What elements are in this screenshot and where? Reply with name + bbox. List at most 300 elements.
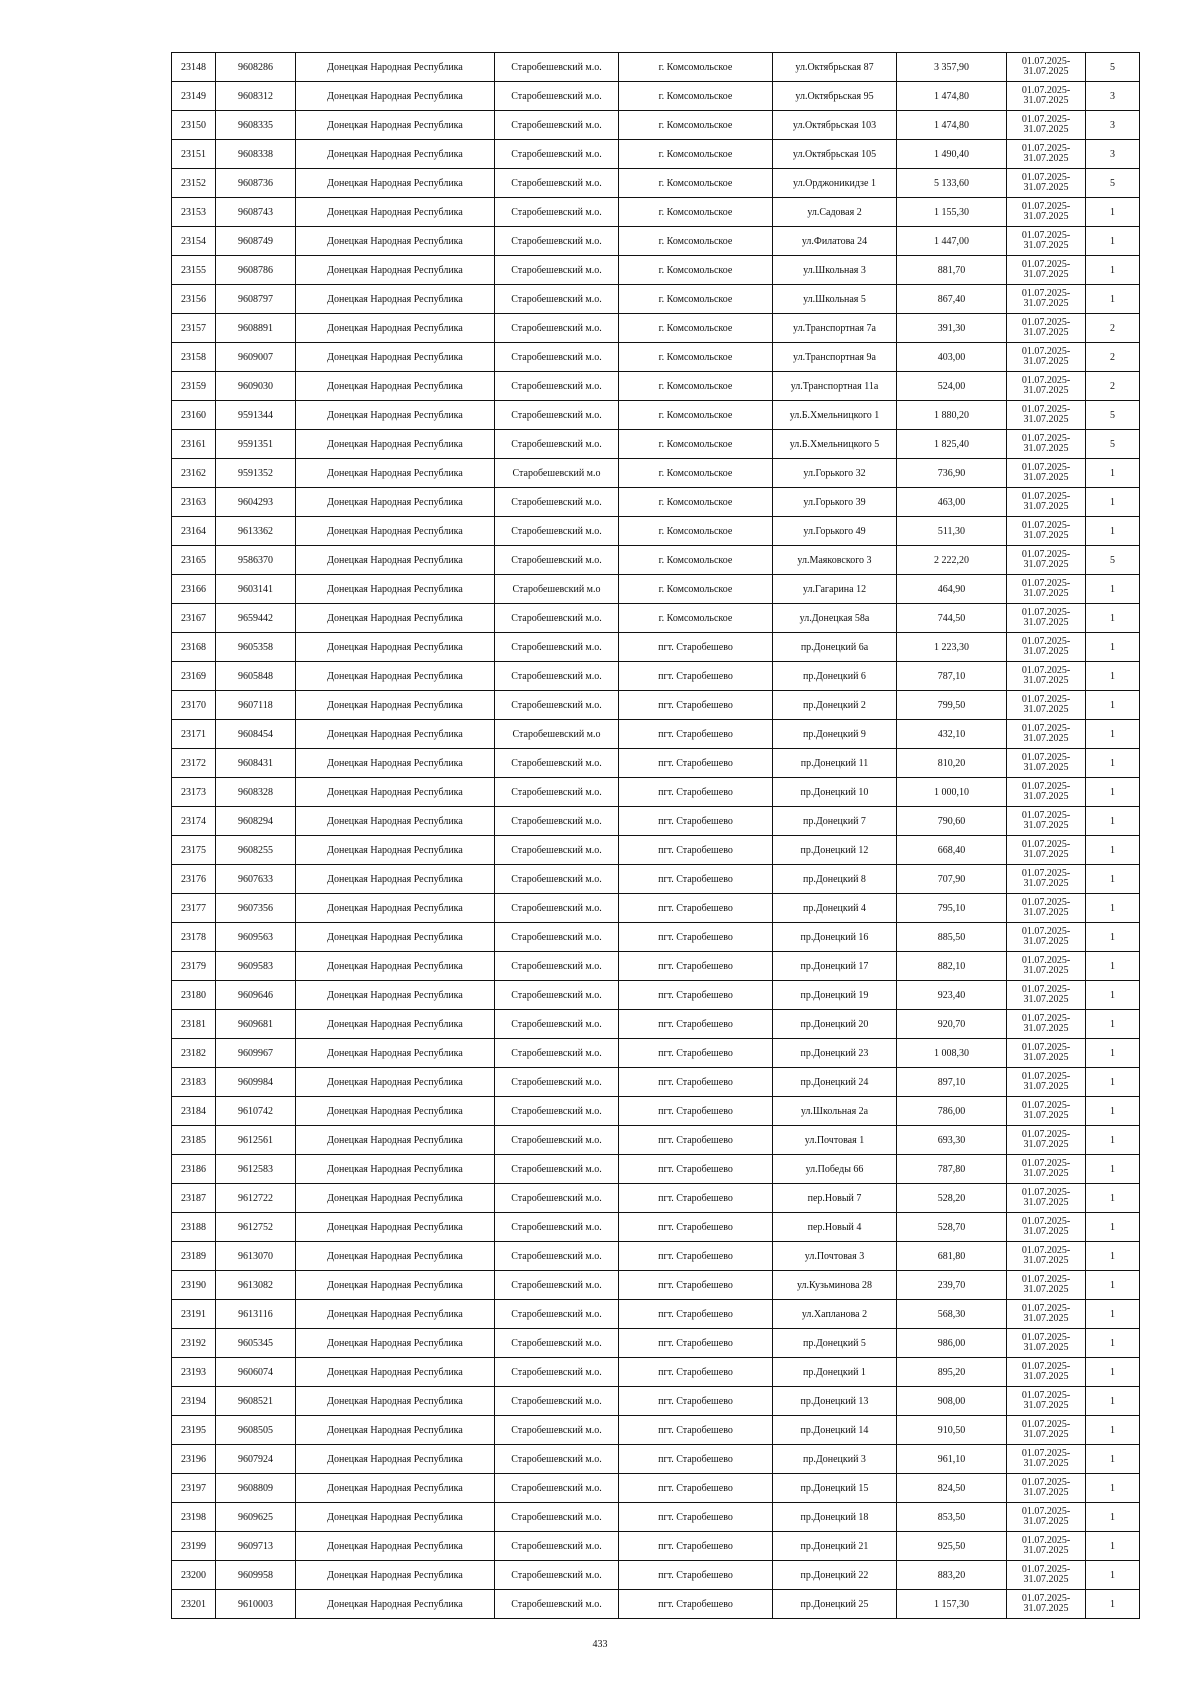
area-cell: 403,00 <box>897 343 1007 372</box>
count-cell: 3 <box>1086 82 1140 111</box>
table-row <box>172 82 1140 111</box>
area-cell: 681,80 <box>897 1242 1007 1271</box>
period-start: 01.07.2025- <box>1021 1419 1071 1430</box>
district-cell: Старобешевский м.о. <box>495 1242 619 1271</box>
row-number-cell: 23181 <box>172 1010 216 1039</box>
row-number-cell: 23155 <box>172 256 216 285</box>
region-cell: Донецкая Народная Республика <box>296 517 495 546</box>
locality-cell: г. Комсомольское <box>619 546 773 575</box>
locality-cell: пгт. Старобешево <box>619 1242 773 1271</box>
period-start: 01.07.2025- <box>1021 1129 1071 1140</box>
locality-cell: пгт. Старобешево <box>619 691 773 720</box>
row-number-cell: 23183 <box>172 1068 216 1097</box>
address-cell: пр.Донецкий 6а <box>773 633 897 662</box>
region-cell: Донецкая Народная Республика <box>296 1010 495 1039</box>
count-cell: 1 <box>1086 1010 1140 1039</box>
period-end: 31.07.2025 <box>1023 356 1069 367</box>
object-id-cell: 9609713 <box>216 1532 296 1561</box>
locality-cell: пгт. Старобешево <box>619 1387 773 1416</box>
period-cell <box>1007 633 1086 662</box>
table-row <box>172 923 1140 952</box>
area-cell: 787,10 <box>897 662 1007 691</box>
district-cell: Старобешевский м.о. <box>495 1561 619 1590</box>
object-id-cell: 9591352 <box>216 459 296 488</box>
count-cell: 1 <box>1086 923 1140 952</box>
period-cell <box>1007 1126 1086 1155</box>
row-number-cell: 23193 <box>172 1358 216 1387</box>
period-start: 01.07.2025- <box>1021 1535 1071 1546</box>
count-cell: 2 <box>1086 314 1140 343</box>
period-cell <box>1007 1184 1086 1213</box>
period-end: 31.07.2025 <box>1023 559 1069 570</box>
object-id-cell: 9608797 <box>216 285 296 314</box>
area-cell: 528,20 <box>897 1184 1007 1213</box>
period-start: 01.07.2025- <box>1021 1013 1071 1024</box>
district-cell: Старобешевский м.о. <box>495 430 619 459</box>
object-id-cell: 9608786 <box>216 256 296 285</box>
object-id-cell: 9609583 <box>216 952 296 981</box>
address-cell: ул.Хапланова 2 <box>773 1300 897 1329</box>
area-cell: 1 880,20 <box>897 401 1007 430</box>
table-row <box>172 227 1140 256</box>
region-cell: Донецкая Народная Республика <box>296 430 495 459</box>
period-end: 31.07.2025 <box>1023 1313 1069 1324</box>
locality-cell: пгт. Старобешево <box>619 1416 773 1445</box>
period-end: 31.07.2025 <box>1023 617 1069 628</box>
table-row <box>172 604 1140 633</box>
period-end: 31.07.2025 <box>1023 1574 1069 1585</box>
count-cell: 2 <box>1086 372 1140 401</box>
period-start: 01.07.2025- <box>1021 1390 1071 1401</box>
area-cell: 786,00 <box>897 1097 1007 1126</box>
period-cell <box>1007 1213 1086 1242</box>
row-number-cell: 23152 <box>172 169 216 198</box>
region-cell: Донецкая Народная Республика <box>296 807 495 836</box>
locality-cell: пгт. Старобешево <box>619 1300 773 1329</box>
table-row <box>172 1184 1140 1213</box>
count-cell: 1 <box>1086 285 1140 314</box>
period-end: 31.07.2025 <box>1023 791 1069 802</box>
object-id-cell: 9608891 <box>216 314 296 343</box>
table-row <box>172 1010 1140 1039</box>
table-row <box>172 314 1140 343</box>
address-cell: пр.Донецкий 23 <box>773 1039 897 1068</box>
object-id-cell: 9609681 <box>216 1010 296 1039</box>
district-cell: Старобешевский м.о. <box>495 1155 619 1184</box>
object-id-cell: 9609030 <box>216 372 296 401</box>
locality-cell: г. Комсомольское <box>619 604 773 633</box>
area-cell: 885,50 <box>897 923 1007 952</box>
area-cell: 5 133,60 <box>897 169 1007 198</box>
district-cell: Старобешевский м.о. <box>495 836 619 865</box>
table-row <box>172 1503 1140 1532</box>
period-start: 01.07.2025- <box>1021 201 1071 212</box>
object-id-cell: 9609967 <box>216 1039 296 1068</box>
locality-cell: г. Комсомольское <box>619 575 773 604</box>
district-cell: Старобешевский м.о <box>495 575 619 604</box>
area-cell: 239,70 <box>897 1271 1007 1300</box>
row-number-cell: 23196 <box>172 1445 216 1474</box>
count-cell: 1 <box>1086 1039 1140 1068</box>
region-cell: Донецкая Народная Республика <box>296 1039 495 1068</box>
area-cell: 910,50 <box>897 1416 1007 1445</box>
period-start: 01.07.2025- <box>1021 1274 1071 1285</box>
count-cell: 1 <box>1086 778 1140 807</box>
period-end: 31.07.2025 <box>1023 182 1069 193</box>
row-number-cell: 23160 <box>172 401 216 430</box>
row-number-cell: 23194 <box>172 1387 216 1416</box>
count-cell: 1 <box>1086 1126 1140 1155</box>
period-end: 31.07.2025 <box>1023 211 1069 222</box>
address-cell: ул.Транспортная 7а <box>773 314 897 343</box>
period-end: 31.07.2025 <box>1023 472 1069 483</box>
locality-cell: г. Комсомольское <box>619 140 773 169</box>
period-cell <box>1007 1561 1086 1590</box>
row-number-cell: 23166 <box>172 575 216 604</box>
period-cell <box>1007 923 1086 952</box>
address-cell: ул.Октябрьская 103 <box>773 111 897 140</box>
count-cell: 1 <box>1086 575 1140 604</box>
region-cell: Донецкая Народная Республика <box>296 1213 495 1242</box>
count-cell: 1 <box>1086 1068 1140 1097</box>
table-row <box>172 140 1140 169</box>
count-cell: 1 <box>1086 488 1140 517</box>
address-cell: ул.Октябрьская 95 <box>773 82 897 111</box>
count-cell: 1 <box>1086 1590 1140 1619</box>
period-start: 01.07.2025- <box>1021 1506 1071 1517</box>
row-number-cell: 23199 <box>172 1532 216 1561</box>
region-cell: Донецкая Народная Республика <box>296 1271 495 1300</box>
locality-cell: пгт. Старобешево <box>619 1445 773 1474</box>
table-row <box>172 372 1140 401</box>
table-row <box>172 807 1140 836</box>
period-end: 31.07.2025 <box>1023 501 1069 512</box>
locality-cell: пгт. Старобешево <box>619 1126 773 1155</box>
row-number-cell: 23174 <box>172 807 216 836</box>
count-cell: 2 <box>1086 343 1140 372</box>
count-cell: 1 <box>1086 633 1140 662</box>
period-start: 01.07.2025- <box>1021 491 1071 502</box>
row-number-cell: 23168 <box>172 633 216 662</box>
period-cell <box>1007 1358 1086 1387</box>
period-start: 01.07.2025- <box>1021 462 1071 473</box>
region-cell: Донецкая Народная Республика <box>296 691 495 720</box>
period-cell <box>1007 1416 1086 1445</box>
area-cell: 810,20 <box>897 749 1007 778</box>
period-start: 01.07.2025- <box>1021 636 1071 647</box>
address-cell: ул.Почтовая 1 <box>773 1126 897 1155</box>
table-row <box>172 749 1140 778</box>
table-row <box>172 401 1140 430</box>
period-end: 31.07.2025 <box>1023 820 1069 831</box>
period-end: 31.07.2025 <box>1023 1081 1069 1092</box>
locality-cell: пгт. Старобешево <box>619 1155 773 1184</box>
region-cell: Донецкая Народная Республика <box>296 923 495 952</box>
district-cell: Старобешевский м.о. <box>495 1358 619 1387</box>
period-start: 01.07.2025- <box>1021 288 1071 299</box>
locality-cell: г. Комсомольское <box>619 459 773 488</box>
area-cell: 391,30 <box>897 314 1007 343</box>
table-row <box>172 169 1140 198</box>
table-row <box>172 198 1140 227</box>
period-start: 01.07.2025- <box>1021 317 1071 328</box>
period-end: 31.07.2025 <box>1023 907 1069 918</box>
object-id-cell: 9608312 <box>216 82 296 111</box>
region-cell: Донецкая Народная Республика <box>296 836 495 865</box>
count-cell: 5 <box>1086 53 1140 82</box>
locality-cell: пгт. Старобешево <box>619 662 773 691</box>
table-row <box>172 778 1140 807</box>
district-cell: Старобешевский м.о. <box>495 314 619 343</box>
district-cell: Старобешевский м.о. <box>495 1068 619 1097</box>
period-cell <box>1007 198 1086 227</box>
period-end: 31.07.2025 <box>1023 385 1069 396</box>
region-cell: Донецкая Народная Республика <box>296 82 495 111</box>
period-start: 01.07.2025- <box>1021 1071 1071 1082</box>
period-cell <box>1007 169 1086 198</box>
region-cell: Донецкая Народная Республика <box>296 256 495 285</box>
period-start: 01.07.2025- <box>1021 694 1071 705</box>
object-id-cell: 9613362 <box>216 517 296 546</box>
region-cell: Донецкая Народная Республика <box>296 1068 495 1097</box>
district-cell: Старобешевский м.о. <box>495 53 619 82</box>
period-start: 01.07.2025- <box>1021 1042 1071 1053</box>
region-cell: Донецкая Народная Республика <box>296 604 495 633</box>
table-row <box>172 633 1140 662</box>
locality-cell: пгт. Старобешево <box>619 1329 773 1358</box>
region-cell: Донецкая Народная Республика <box>296 1387 495 1416</box>
row-number-cell: 23162 <box>172 459 216 488</box>
area-cell: 432,10 <box>897 720 1007 749</box>
count-cell: 1 <box>1086 459 1140 488</box>
object-id-cell: 9607633 <box>216 865 296 894</box>
address-cell: пер.Новый 7 <box>773 1184 897 1213</box>
region-cell: Донецкая Народная Республика <box>296 314 495 343</box>
address-cell: пр.Донецкий 2 <box>773 691 897 720</box>
district-cell: Старобешевский м.о. <box>495 1474 619 1503</box>
count-cell: 1 <box>1086 749 1140 778</box>
table-row <box>172 952 1140 981</box>
locality-cell: пгт. Старобешево <box>619 1010 773 1039</box>
address-cell: ул.Донецкая 58а <box>773 604 897 633</box>
area-cell: 3 357,90 <box>897 53 1007 82</box>
district-cell: Старобешевский м.о. <box>495 1300 619 1329</box>
area-cell: 882,10 <box>897 952 1007 981</box>
period-start: 01.07.2025- <box>1021 1303 1071 1314</box>
region-cell: Донецкая Народная Республика <box>296 778 495 807</box>
period-start: 01.07.2025- <box>1021 143 1071 154</box>
district-cell: Старобешевский м.о. <box>495 894 619 923</box>
count-cell: 1 <box>1086 1474 1140 1503</box>
period-cell <box>1007 53 1086 82</box>
region-cell: Донецкая Народная Республика <box>296 285 495 314</box>
table-row <box>172 1155 1140 1184</box>
count-cell: 1 <box>1086 198 1140 227</box>
period-start: 01.07.2025- <box>1021 56 1071 67</box>
region-cell: Донецкая Народная Республика <box>296 140 495 169</box>
object-id-cell: 9591344 <box>216 401 296 430</box>
address-cell: ул.Б.Хмельницкого 1 <box>773 401 897 430</box>
table-row <box>172 546 1140 575</box>
area-cell: 986,00 <box>897 1329 1007 1358</box>
object-id-cell: 9608294 <box>216 807 296 836</box>
region-cell: Донецкая Народная Республика <box>296 1242 495 1271</box>
table-row <box>172 256 1140 285</box>
period-cell <box>1007 488 1086 517</box>
period-start: 01.07.2025- <box>1021 1593 1071 1604</box>
period-start: 01.07.2025- <box>1021 578 1071 589</box>
count-cell: 1 <box>1086 691 1140 720</box>
district-cell: Старобешевский м.о. <box>495 1271 619 1300</box>
row-number-cell: 23187 <box>172 1184 216 1213</box>
address-cell: пр.Донецкий 1 <box>773 1358 897 1387</box>
period-start: 01.07.2025- <box>1021 520 1071 531</box>
period-cell <box>1007 981 1086 1010</box>
period-end: 31.07.2025 <box>1023 443 1069 454</box>
period-cell <box>1007 314 1086 343</box>
count-cell: 1 <box>1086 1097 1140 1126</box>
district-cell: Старобешевский м.о. <box>495 1213 619 1242</box>
period-end: 31.07.2025 <box>1023 124 1069 135</box>
object-id-cell: 9586370 <box>216 546 296 575</box>
address-cell: пр.Донецкий 24 <box>773 1068 897 1097</box>
area-cell: 528,70 <box>897 1213 1007 1242</box>
locality-cell: пгт. Старобешево <box>619 1184 773 1213</box>
region-cell: Донецкая Народная Республика <box>296 1097 495 1126</box>
period-cell <box>1007 227 1086 256</box>
period-end: 31.07.2025 <box>1023 994 1069 1005</box>
count-cell: 1 <box>1086 894 1140 923</box>
page-number: 433 <box>592 1639 608 1650</box>
count-cell: 1 <box>1086 1155 1140 1184</box>
address-cell: ул.Горького 32 <box>773 459 897 488</box>
period-cell <box>1007 140 1086 169</box>
district-cell: Старобешевский м.о. <box>495 1387 619 1416</box>
period-start: 01.07.2025- <box>1021 897 1071 908</box>
period-start: 01.07.2025- <box>1021 433 1071 444</box>
region-cell: Донецкая Народная Республика <box>296 865 495 894</box>
period-end: 31.07.2025 <box>1023 588 1069 599</box>
period-end: 31.07.2025 <box>1023 1458 1069 1469</box>
object-id-cell: 9608255 <box>216 836 296 865</box>
period-cell <box>1007 691 1086 720</box>
row-number-cell: 23171 <box>172 720 216 749</box>
period-end: 31.07.2025 <box>1023 704 1069 715</box>
row-number-cell: 23164 <box>172 517 216 546</box>
object-id-cell: 9612752 <box>216 1213 296 1242</box>
row-number-cell: 23186 <box>172 1155 216 1184</box>
row-number-cell: 23165 <box>172 546 216 575</box>
area-cell: 867,40 <box>897 285 1007 314</box>
region-cell: Донецкая Народная Республика <box>296 546 495 575</box>
row-number-cell: 23198 <box>172 1503 216 1532</box>
area-cell: 1 490,40 <box>897 140 1007 169</box>
district-cell: Старобешевский м.о. <box>495 865 619 894</box>
district-cell: Старобешевский м.о. <box>495 1184 619 1213</box>
object-id-cell: 9612561 <box>216 1126 296 1155</box>
area-cell: 736,90 <box>897 459 1007 488</box>
address-cell: ул.Садовая 2 <box>773 198 897 227</box>
locality-cell: пгт. Старобешево <box>619 952 773 981</box>
period-cell <box>1007 1097 1086 1126</box>
row-number-cell: 23192 <box>172 1329 216 1358</box>
period-cell <box>1007 575 1086 604</box>
locality-cell: г. Комсомольское <box>619 256 773 285</box>
table-row <box>172 1416 1140 1445</box>
district-cell: Старобешевский м.о. <box>495 372 619 401</box>
district-cell: Старобешевский м.о. <box>495 1126 619 1155</box>
district-cell: Старобешевский м.о. <box>495 285 619 314</box>
address-cell: ул.Б.Хмельницкого 5 <box>773 430 897 459</box>
row-number-cell: 23153 <box>172 198 216 227</box>
period-end: 31.07.2025 <box>1023 1168 1069 1179</box>
locality-cell: г. Комсомольское <box>619 227 773 256</box>
address-cell: ул.Школьная 5 <box>773 285 897 314</box>
table-row <box>172 1097 1140 1126</box>
period-cell <box>1007 372 1086 401</box>
period-cell <box>1007 778 1086 807</box>
table-row <box>172 1590 1140 1619</box>
region-cell: Донецкая Народная Республика <box>296 575 495 604</box>
area-cell: 1 474,80 <box>897 82 1007 111</box>
area-cell: 511,30 <box>897 517 1007 546</box>
count-cell: 1 <box>1086 662 1140 691</box>
count-cell: 3 <box>1086 111 1140 140</box>
table-row <box>172 1387 1140 1416</box>
period-cell <box>1007 1300 1086 1329</box>
district-cell: Старобешевский м.о. <box>495 662 619 691</box>
row-number-cell: 23190 <box>172 1271 216 1300</box>
district-cell: Старобешевский м.о. <box>495 749 619 778</box>
locality-cell: пгт. Старобешево <box>619 749 773 778</box>
address-cell: ул.Школьная 2а <box>773 1097 897 1126</box>
address-cell: ул.Кузьминова 28 <box>773 1271 897 1300</box>
row-number-cell: 23156 <box>172 285 216 314</box>
row-number-cell: 23157 <box>172 314 216 343</box>
address-cell: ул.Гагарина 12 <box>773 575 897 604</box>
table-row <box>172 1068 1140 1097</box>
area-cell: 920,70 <box>897 1010 1007 1039</box>
address-cell: ул.Маяковского 3 <box>773 546 897 575</box>
period-end: 31.07.2025 <box>1023 1023 1069 1034</box>
address-cell: пр.Донецкий 21 <box>773 1532 897 1561</box>
period-end: 31.07.2025 <box>1023 1371 1069 1382</box>
period-cell <box>1007 749 1086 778</box>
period-start: 01.07.2025- <box>1021 1361 1071 1372</box>
period-cell <box>1007 807 1086 836</box>
period-start: 01.07.2025- <box>1021 1100 1071 1111</box>
locality-cell: г. Комсомольское <box>619 111 773 140</box>
row-number-cell: 23200 <box>172 1561 216 1590</box>
locality-cell: г. Комсомольское <box>619 401 773 430</box>
period-cell <box>1007 1474 1086 1503</box>
table-row <box>172 430 1140 459</box>
object-id-cell: 9607924 <box>216 1445 296 1474</box>
object-id-cell: 9609625 <box>216 1503 296 1532</box>
row-number-cell: 23178 <box>172 923 216 952</box>
period-end: 31.07.2025 <box>1023 1342 1069 1353</box>
count-cell: 5 <box>1086 430 1140 459</box>
area-cell: 744,50 <box>897 604 1007 633</box>
row-number-cell: 23184 <box>172 1097 216 1126</box>
region-cell: Донецкая Народная Республика <box>296 1590 495 1619</box>
count-cell: 3 <box>1086 140 1140 169</box>
period-end: 31.07.2025 <box>1023 1139 1069 1150</box>
area-cell: 693,30 <box>897 1126 1007 1155</box>
row-number-cell: 23201 <box>172 1590 216 1619</box>
address-cell: пр.Донецкий 5 <box>773 1329 897 1358</box>
locality-cell: пгт. Старобешево <box>619 981 773 1010</box>
